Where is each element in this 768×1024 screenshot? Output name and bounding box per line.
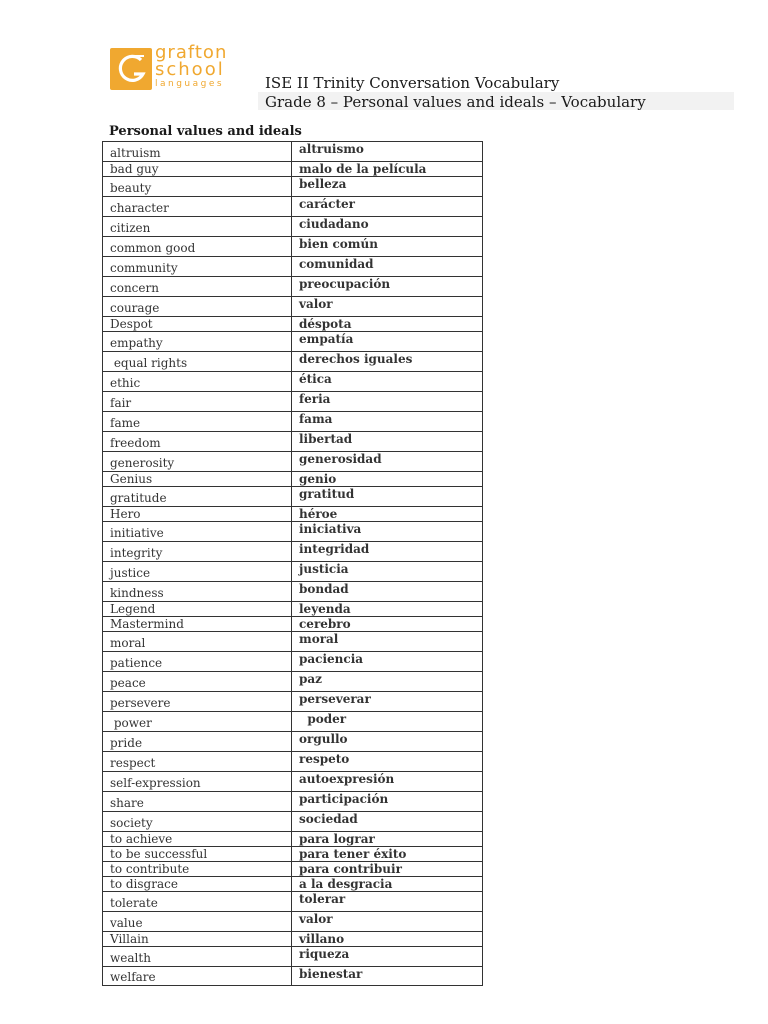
english-term-text: society xyxy=(110,816,153,830)
logo-mark-icon xyxy=(110,48,152,90)
table-row xyxy=(102,506,483,521)
spanish-translation xyxy=(292,237,483,256)
section-title: Personal values and ideals xyxy=(109,124,302,139)
spanish-translation-text: déspota xyxy=(299,317,352,331)
english-term-text: empathy xyxy=(110,336,163,350)
vocabulary-table xyxy=(102,141,483,986)
spanish-translation-text: cerebro xyxy=(299,617,351,631)
spanish-translation xyxy=(292,257,483,276)
english-term xyxy=(102,177,292,196)
english-term xyxy=(102,932,292,946)
document-subtitle: Grade 8 – Personal values and ideals – Vocabulary xyxy=(265,93,646,111)
spanish-translation xyxy=(292,392,483,411)
english-term-text: power xyxy=(110,716,152,730)
english-term xyxy=(102,522,292,541)
table-row xyxy=(102,561,483,581)
english-term xyxy=(102,812,292,831)
spanish-translation-text: integridad xyxy=(299,542,370,556)
english-term xyxy=(102,487,292,506)
spanish-translation-text: valor xyxy=(299,297,333,311)
spanish-translation-text: héroe xyxy=(299,507,338,521)
english-term-text: wealth xyxy=(110,951,151,965)
table-row xyxy=(102,216,483,236)
table-row xyxy=(102,276,483,296)
table-row xyxy=(102,651,483,671)
spanish-translation-text: malo de la película xyxy=(299,162,427,176)
spanish-translation-text: ética xyxy=(299,372,332,386)
table-row xyxy=(102,316,483,331)
spanish-translation-text: bondad xyxy=(299,582,349,596)
table-row xyxy=(102,771,483,791)
english-term-text: pride xyxy=(110,736,143,750)
table-row xyxy=(102,521,483,541)
english-term xyxy=(102,912,292,931)
spanish-translation xyxy=(292,617,483,631)
english-term-text: persevere xyxy=(110,696,171,710)
spanish-translation xyxy=(292,752,483,771)
table-row xyxy=(102,141,483,161)
spanish-translation-text: justicia xyxy=(299,562,349,576)
english-term xyxy=(102,162,292,176)
english-term xyxy=(102,652,292,671)
table-row xyxy=(102,176,483,196)
english-term xyxy=(102,237,292,256)
spanish-translation-text: valor xyxy=(299,912,333,926)
english-term-text: Legend xyxy=(110,602,156,616)
english-term-text: justice xyxy=(110,566,151,580)
spanish-translation-text: participación xyxy=(299,792,389,806)
english-term-text: to contribute xyxy=(110,862,190,876)
table-row xyxy=(102,296,483,316)
spanish-translation xyxy=(292,692,483,711)
spanish-translation xyxy=(292,892,483,911)
english-term xyxy=(102,832,292,846)
spanish-translation xyxy=(292,507,483,521)
english-term xyxy=(102,217,292,236)
spanish-translation-text: para contribuir xyxy=(299,862,402,876)
english-term xyxy=(102,862,292,876)
spanish-translation-text: perseverar xyxy=(299,692,371,706)
english-term-text: gratitude xyxy=(110,491,167,505)
spanish-translation xyxy=(292,472,483,486)
spanish-translation xyxy=(292,832,483,846)
english-term-text: self-expression xyxy=(110,776,201,790)
english-term-text: initiative xyxy=(110,526,164,540)
english-term xyxy=(102,947,292,966)
english-term xyxy=(102,562,292,581)
spanish-translation-text: ciudadano xyxy=(299,217,369,231)
english-term xyxy=(102,672,292,691)
spanish-translation xyxy=(292,582,483,601)
spanish-translation xyxy=(292,162,483,176)
english-term-text: altruism xyxy=(110,146,161,160)
logo-text-line3: languages xyxy=(155,79,225,89)
english-term-text: beauty xyxy=(110,181,152,195)
english-term xyxy=(102,412,292,431)
table-row xyxy=(102,196,483,216)
english-term xyxy=(102,452,292,471)
spanish-translation xyxy=(292,632,483,651)
spanish-translation-text: fama xyxy=(299,412,333,426)
table-row xyxy=(102,581,483,601)
spanish-translation xyxy=(292,177,483,196)
english-term-text: ethic xyxy=(110,376,141,390)
table-row xyxy=(102,966,483,986)
spanish-translation-text: autoexpresión xyxy=(299,772,395,786)
table-row xyxy=(102,931,483,946)
english-term xyxy=(102,752,292,771)
logo-text-line1: grafton xyxy=(155,42,228,63)
english-term xyxy=(102,432,292,451)
spanish-translation-text: libertad xyxy=(299,432,353,446)
table-row xyxy=(102,831,483,846)
english-term-text: value xyxy=(110,916,143,930)
spanish-translation xyxy=(292,217,483,236)
english-term xyxy=(102,472,292,486)
spanish-translation-text: a la desgracia xyxy=(299,877,393,891)
spanish-translation xyxy=(292,847,483,861)
english-term xyxy=(102,967,292,985)
english-term xyxy=(102,142,292,161)
english-term xyxy=(102,617,292,631)
spanish-translation xyxy=(292,317,483,331)
table-row xyxy=(102,471,483,486)
english-term-text: character xyxy=(110,201,169,215)
spanish-translation-text: orgullo xyxy=(299,732,348,746)
table-row xyxy=(102,236,483,256)
spanish-translation-text: tolerar xyxy=(299,892,346,906)
spanish-translation xyxy=(292,542,483,561)
document-title: ISE II Trinity Conversation Vocabulary xyxy=(265,74,560,92)
table-row xyxy=(102,751,483,771)
english-term xyxy=(102,297,292,316)
spanish-translation-text: villano xyxy=(299,932,345,946)
english-term xyxy=(102,392,292,411)
spanish-translation-text: moral xyxy=(299,632,339,646)
table-row xyxy=(102,371,483,391)
english-term-text: equal rights xyxy=(110,356,188,370)
spanish-translation xyxy=(292,772,483,791)
spanish-translation-text: comunidad xyxy=(299,257,374,271)
spanish-translation xyxy=(292,297,483,316)
english-term-text: Villain xyxy=(110,932,149,946)
spanish-translation-text: bien común xyxy=(299,237,378,251)
english-term-text: moral xyxy=(110,636,146,650)
table-row xyxy=(102,711,483,731)
english-term-text: respect xyxy=(110,756,156,770)
spanish-translation-text: feria xyxy=(299,392,331,406)
english-term xyxy=(102,507,292,521)
table-row xyxy=(102,631,483,651)
english-term-text: concern xyxy=(110,281,159,295)
english-term xyxy=(102,582,292,601)
table-row xyxy=(102,946,483,966)
spanish-translation xyxy=(292,672,483,691)
english-term-text: patience xyxy=(110,656,163,670)
english-term-text: Mastermind xyxy=(110,617,184,631)
table-row xyxy=(102,891,483,911)
english-term-text: fair xyxy=(110,396,132,410)
table-row xyxy=(102,811,483,831)
english-term-text: Hero xyxy=(110,507,141,521)
english-term xyxy=(102,892,292,911)
table-row xyxy=(102,861,483,876)
table-row xyxy=(102,791,483,811)
table-row xyxy=(102,431,483,451)
table-row xyxy=(102,541,483,561)
spanish-translation xyxy=(292,352,483,371)
english-term xyxy=(102,372,292,391)
spanish-translation-text: leyenda xyxy=(299,602,351,616)
spanish-translation xyxy=(292,332,483,351)
english-term xyxy=(102,277,292,296)
table-row xyxy=(102,671,483,691)
spanish-translation xyxy=(292,812,483,831)
table-row xyxy=(102,691,483,711)
table-row xyxy=(102,731,483,751)
spanish-translation-text: generosidad xyxy=(299,452,382,466)
spanish-translation-text: poder xyxy=(299,712,347,726)
english-term-text: integrity xyxy=(110,546,163,560)
spanish-translation xyxy=(292,412,483,431)
english-term-text: common good xyxy=(110,241,196,255)
english-term xyxy=(102,732,292,751)
english-term-text: citizen xyxy=(110,221,151,235)
table-row xyxy=(102,391,483,411)
english-term-text: Despot xyxy=(110,317,153,331)
table-row xyxy=(102,161,483,176)
spanish-translation xyxy=(292,732,483,751)
table-row xyxy=(102,876,483,891)
spanish-translation xyxy=(292,947,483,966)
table-row xyxy=(102,256,483,276)
english-term xyxy=(102,632,292,651)
spanish-translation-text: bienestar xyxy=(299,967,363,981)
english-term-text: community xyxy=(110,261,178,275)
spanish-translation xyxy=(292,487,483,506)
table-row xyxy=(102,331,483,351)
english-term xyxy=(102,692,292,711)
spanish-translation-text: belleza xyxy=(299,177,347,191)
spanish-translation xyxy=(292,602,483,616)
english-term xyxy=(102,332,292,351)
spanish-translation-text: gratitud xyxy=(299,487,355,501)
spanish-translation xyxy=(292,652,483,671)
spanish-translation xyxy=(292,562,483,581)
table-row xyxy=(102,601,483,616)
english-term xyxy=(102,877,292,891)
spanish-translation xyxy=(292,932,483,946)
table-row xyxy=(102,846,483,861)
spanish-translation-text: para tener éxito xyxy=(299,847,407,861)
table-row xyxy=(102,411,483,431)
english-term-text: kindness xyxy=(110,586,164,600)
spanish-translation xyxy=(292,912,483,931)
english-term-text: to disgrace xyxy=(110,877,178,891)
table-row xyxy=(102,451,483,471)
spanish-translation-text: paz xyxy=(299,672,322,686)
english-term xyxy=(102,197,292,216)
english-term-text: courage xyxy=(110,301,160,315)
table-row xyxy=(102,486,483,506)
spanish-translation xyxy=(292,277,483,296)
spanish-translation-text: altruismo xyxy=(299,142,364,156)
spanish-translation xyxy=(292,862,483,876)
spanish-translation xyxy=(292,967,483,985)
spanish-translation xyxy=(292,452,483,471)
english-term-text: peace xyxy=(110,676,146,690)
spanish-translation xyxy=(292,877,483,891)
english-term-text: fame xyxy=(110,416,141,430)
english-term-text: tolerate xyxy=(110,896,158,910)
spanish-translation xyxy=(292,142,483,161)
english-term-text: to achieve xyxy=(110,832,173,846)
table-row xyxy=(102,911,483,931)
spanish-translation xyxy=(292,197,483,216)
english-term xyxy=(102,317,292,331)
english-term xyxy=(102,792,292,811)
spanish-translation xyxy=(292,372,483,391)
spanish-translation-text: sociedad xyxy=(299,812,358,826)
english-term xyxy=(102,542,292,561)
table-row xyxy=(102,616,483,631)
english-term xyxy=(102,602,292,616)
english-term-text: generosity xyxy=(110,456,175,470)
english-term-text: freedom xyxy=(110,436,161,450)
english-term xyxy=(102,257,292,276)
english-term-text: to be successful xyxy=(110,847,208,861)
spanish-translation-text: genio xyxy=(299,472,337,486)
english-term-text: share xyxy=(110,796,144,810)
school-logo xyxy=(110,44,242,96)
english-term-text: bad guy xyxy=(110,162,159,176)
spanish-translation-text: carácter xyxy=(299,197,355,211)
spanish-translation-text: derechos iguales xyxy=(299,352,413,366)
spanish-translation xyxy=(292,712,483,731)
english-term xyxy=(102,772,292,791)
spanish-translation xyxy=(292,792,483,811)
spanish-translation-text: paciencia xyxy=(299,652,364,666)
english-term-text: welfare xyxy=(110,970,156,984)
spanish-translation xyxy=(292,522,483,541)
spanish-translation-text: para lograr xyxy=(299,832,375,846)
spanish-translation-text: iniciativa xyxy=(299,522,362,536)
spanish-translation-text: riqueza xyxy=(299,947,350,961)
spanish-translation-text: empatía xyxy=(299,332,354,346)
logo-text-line2: school xyxy=(155,59,225,80)
table-row xyxy=(102,351,483,371)
spanish-translation-text: preocupación xyxy=(299,277,391,291)
english-term xyxy=(102,712,292,731)
english-term-text: Genius xyxy=(110,472,153,486)
english-term xyxy=(102,352,292,371)
spanish-translation-text: respeto xyxy=(299,752,350,766)
spanish-translation xyxy=(292,432,483,451)
english-term xyxy=(102,847,292,861)
